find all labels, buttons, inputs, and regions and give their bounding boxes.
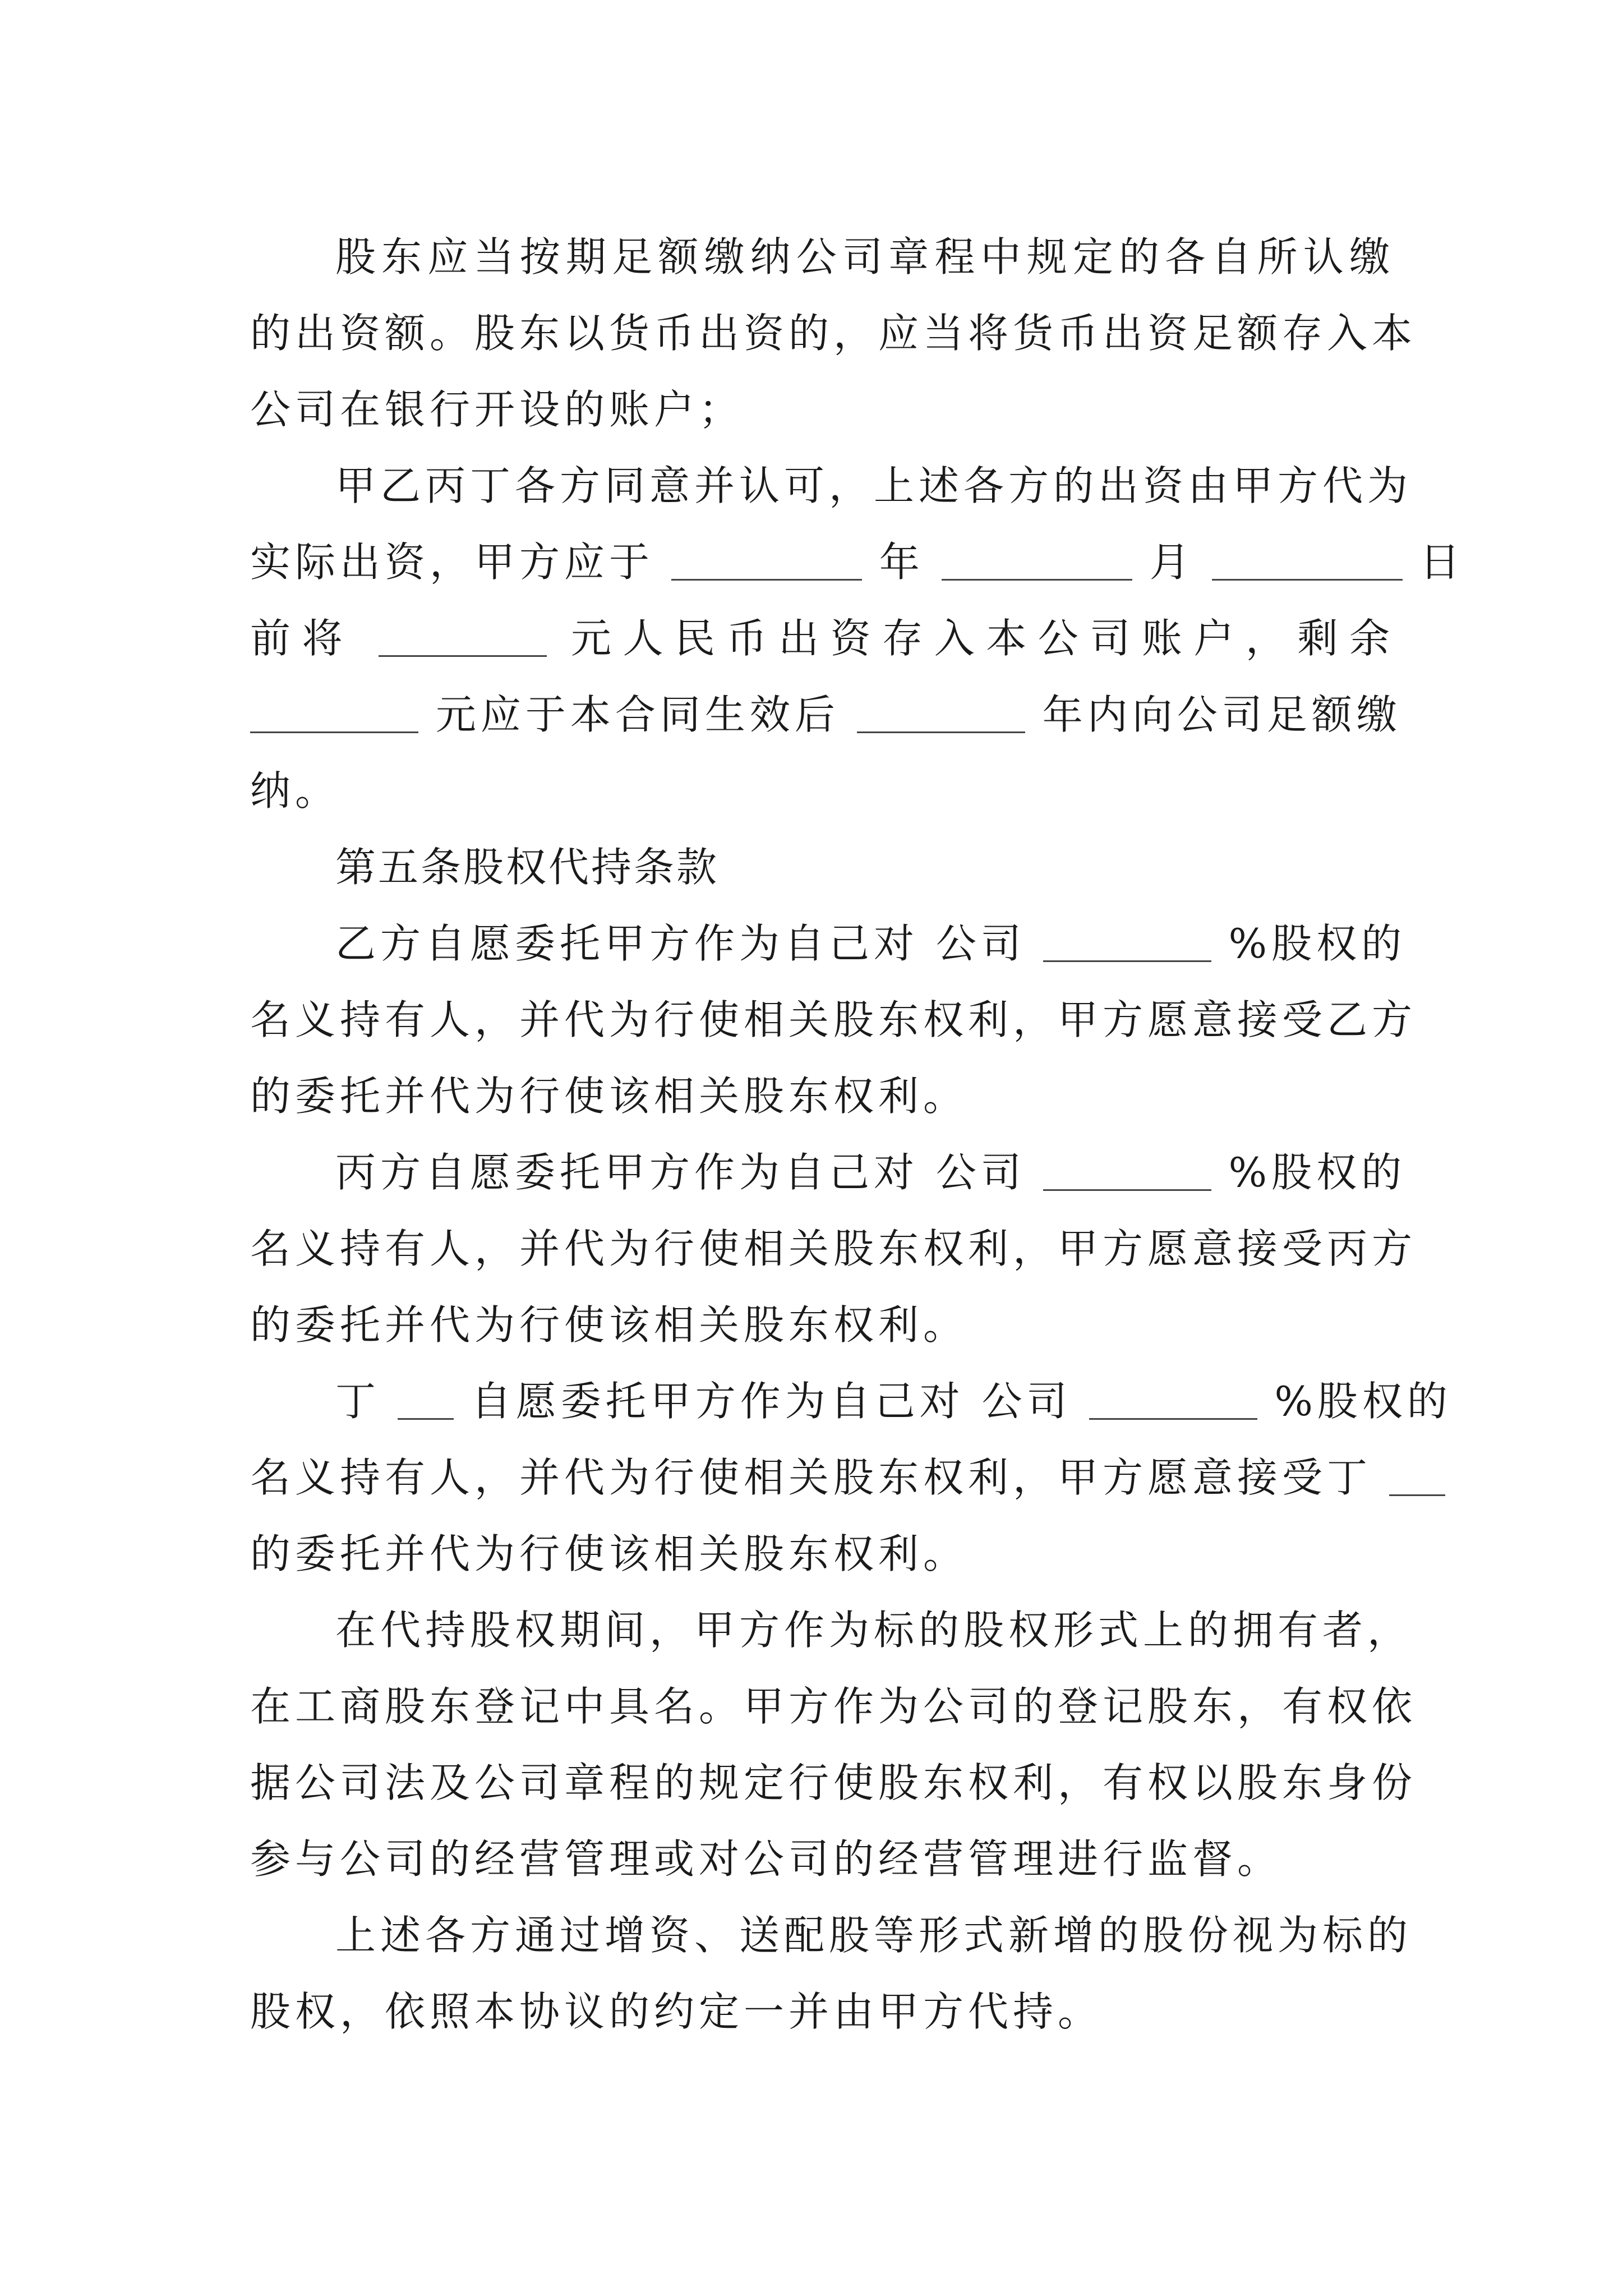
paragraph-line: 公司在银行开设的账户； — [250, 386, 744, 433]
paragraph-line: 纳。 — [250, 767, 340, 815]
text-segment: %股权的 — [1228, 920, 1407, 967]
text-segment: 元人民币出资存入本公司账户，剩余 — [570, 615, 1394, 662]
paragraph-line — [250, 524, 1465, 600]
paragraph-line — [250, 1439, 1394, 1516]
paragraph-line: 股权，依照本协议的约定一并由甲方代持。 — [250, 1988, 1103, 2035]
paragraph-line: 在工商股东登记中具名。甲方作为公司的登记股东，有权依 — [250, 1683, 1417, 1730]
text-segment: 乙方自愿委托甲方作为自己对 公司 — [335, 920, 1026, 967]
text-segment: 自愿委托甲方作为自己对 公司 — [471, 1378, 1072, 1425]
fill-blank — [1212, 539, 1403, 581]
text-segment: 日 — [1419, 539, 1465, 586]
fill-blank — [398, 1378, 454, 1420]
paragraph-line — [250, 600, 1394, 677]
text-segment: 前将 — [250, 615, 354, 662]
document-page — [250, 219, 1465, 2050]
fill-blank — [671, 539, 862, 581]
fill-blank — [1043, 1149, 1211, 1191]
text-segment: 实际出资，甲方应于 — [250, 539, 654, 586]
text-segment: %股权的 — [1274, 1378, 1452, 1425]
text-segment: 名义持有人，并代为行使相关股东权利，甲方愿意接受丁 — [250, 1454, 1372, 1501]
text-segment: 丙方自愿委托甲方作为自己对 公司 — [335, 1149, 1026, 1196]
paragraph-line — [250, 1134, 1407, 1211]
text-segment: 年内向公司足额缴 — [1042, 691, 1401, 738]
text-segment: %股权的 — [1228, 1149, 1407, 1196]
fill-blank — [857, 691, 1025, 733]
fill-blank — [1389, 1454, 1445, 1496]
paragraph-line: 甲乙丙丁各方同意并认可，上述各方的出资由甲方代为 — [335, 462, 1413, 509]
text-segment: 元应于本合同生效后 — [435, 691, 840, 738]
paragraph-line: 的委托并代为行使该相关股东权利。 — [250, 1530, 969, 1577]
fill-blank — [1089, 1378, 1257, 1420]
paragraph-line — [250, 677, 1401, 753]
paragraph-line: 据公司法及公司章程的规定行使股东权利，有权以股东身份 — [250, 1759, 1417, 1806]
text-segment: 年 — [879, 539, 924, 586]
fill-blank — [1043, 920, 1211, 962]
text-segment: 月 — [1149, 539, 1195, 586]
paragraph-line — [250, 905, 1407, 982]
paragraph-line: 的委托并代为行使该相关股东权利。 — [250, 1301, 969, 1349]
paragraph-line: 股东应当按期足额缴纳公司章程中规定的各自所认缴 — [335, 233, 1394, 280]
fill-blank — [250, 691, 418, 733]
paragraph-line: 的委托并代为行使该相关股东权利。 — [250, 1073, 969, 1120]
paragraph-line — [250, 1363, 1452, 1439]
fill-blank — [942, 539, 1132, 581]
paragraph-line: 名义持有人，并代为行使相关股东权利，甲方愿意接受乙方 — [250, 996, 1417, 1043]
paragraph-line: 名义持有人，并代为行使相关股东权利，甲方愿意接受丙方 — [250, 1225, 1417, 1272]
paragraph-line: 的出资额。股东以货币出资的，应当将货币出资足额存入本 — [250, 310, 1417, 357]
paragraph-line: 参与公司的经营管理或对公司的经营管理进行监督。 — [250, 1835, 1283, 1883]
text-segment: 丁 — [335, 1378, 381, 1425]
paragraph-line: 在代持股权期间，甲方作为标的股权形式上的拥有者， — [335, 1607, 1413, 1654]
section-heading: 第五条股权代持条款 — [335, 844, 720, 891]
fill-blank — [379, 615, 547, 657]
paragraph-line: 上述各方通过增资、送配股等形式新增的股份视为标的 — [335, 1912, 1413, 1959]
